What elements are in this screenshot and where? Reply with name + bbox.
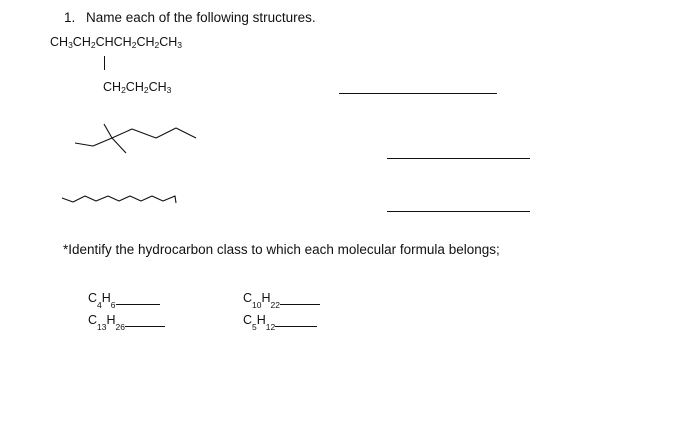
answer-blank[interactable] — [280, 293, 320, 305]
question-number: 1. — [64, 10, 76, 25]
formula-item: C 10 H 22 — [243, 291, 320, 305]
instruction-text: *Identify the hydrocarbon class to which each molecular formula belongs; — [63, 242, 500, 257]
formula-item: C 5 H 12 — [243, 313, 317, 327]
answer-blank[interactable] — [125, 315, 165, 327]
question-prompt: Name each of the following structures. — [86, 10, 316, 25]
condensed-formula-main-chain: $CH_3CH_2CHCH_2CH_2CH_3$ — [50, 35, 183, 50]
answer-blank[interactable] — [275, 315, 317, 327]
formula-item: C 4 H 6 — [88, 291, 160, 305]
answer-blank[interactable] — [116, 293, 160, 305]
formula-item: C 13 H 26 — [88, 313, 165, 327]
condensed-formula-branch: $CH_2CH_2CH_3$ — [103, 80, 172, 95]
